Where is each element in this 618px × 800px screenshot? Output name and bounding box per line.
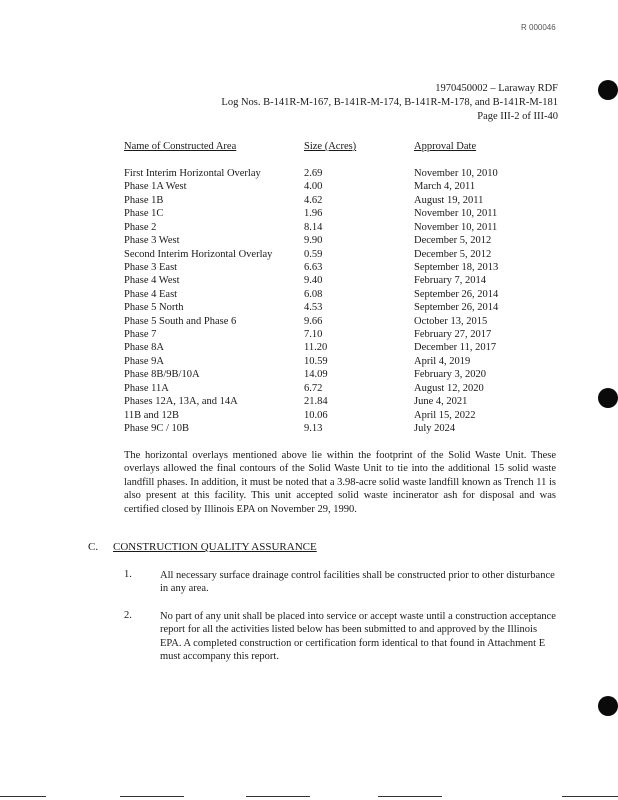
- approval-date-cell: June 4, 2021: [414, 396, 468, 408]
- table-row: [124, 195, 564, 208]
- table-row: [124, 383, 564, 396]
- table-row: [124, 369, 564, 382]
- table-row: [124, 181, 564, 194]
- area-name-cell: First Interim Horizontal Overlay: [124, 168, 261, 179]
- area-name-cell: Phase 4 West: [124, 275, 180, 287]
- area-size-cell: 14.09: [304, 369, 328, 381]
- approval-date-cell: February 7, 2014: [414, 275, 487, 287]
- header-permit-id: 1970450002 – Laraway RDF: [435, 83, 558, 94]
- approval-date-cell: March 4, 2011: [414, 181, 476, 193]
- table-row: [124, 423, 564, 436]
- column-header-name: Name of Constructed Area: [124, 141, 237, 152]
- area-name-cell: Phase 8B/9B/10A: [124, 369, 200, 381]
- approval-date-cell: December 5, 2012: [414, 248, 492, 260]
- overlay-paragraph: The horizontal overlays mentioned above lie within the footprint of the Solid Waste Unit. These overlays allowed the final contours of the Solid Waste Unit to tie into the additional 15 solid waste landfill phases. In addition, it must be noted that a 3.98-acre solid waste landfill known as Trench 11 is also present at this facility. This unit accepted solid waste incinerator ash for disposal and was certified closed by Illinois EPA on November 29, 1990.: [124, 450, 556, 515]
- approval-date-cell: July 2024: [414, 422, 456, 434]
- approval-date-cell: November 10, 2011: [414, 221, 498, 233]
- area-size-cell: 11.20: [304, 342, 328, 354]
- table-row: [124, 316, 564, 329]
- table-row: [124, 410, 564, 423]
- approval-date-cell: November 10, 2010: [414, 168, 498, 179]
- area-name-cell: 11B and 12B: [124, 409, 180, 421]
- area-name-cell: Phase 7: [124, 329, 157, 341]
- area-size-cell: 2.69: [304, 168, 323, 179]
- footer-rule: [0, 796, 46, 797]
- approval-date-cell: September 18, 2013: [414, 261, 499, 273]
- area-size-cell: 6.63: [304, 261, 323, 273]
- approval-date-cell: April 4, 2019: [414, 355, 471, 367]
- area-name-cell: Phase 11A: [124, 382, 169, 394]
- header-page-number: Page III-2 of III-40: [477, 111, 558, 122]
- area-size-cell: 7.10: [304, 329, 323, 341]
- area-size-cell: 6.08: [304, 288, 323, 300]
- punch-hole-middle: [598, 388, 618, 408]
- table-row: [124, 168, 564, 181]
- punch-hole-top: [598, 80, 618, 100]
- footer-rule: [378, 796, 442, 797]
- table-row: [124, 342, 564, 355]
- area-size-cell: 10.59: [304, 355, 328, 367]
- footer-rule: [120, 796, 184, 797]
- area-name-cell: Phase 1B: [124, 194, 164, 206]
- table-row: [124, 235, 564, 248]
- table-row: [124, 329, 564, 342]
- column-header-size: Size (Acres): [304, 141, 357, 152]
- approval-date-cell: April 15, 2022: [414, 409, 476, 421]
- area-size-cell: 8.14: [304, 221, 323, 233]
- area-size-cell: 1.96: [304, 208, 323, 220]
- approval-date-cell: November 10, 2011: [414, 208, 498, 220]
- area-name-cell: Phase 5 North: [124, 302, 184, 314]
- approval-date-cell: September 26, 2014: [414, 302, 499, 314]
- area-name-cell: Phase 8A: [124, 342, 164, 354]
- table-row: [124, 289, 564, 302]
- approval-date-cell: December 11, 2017: [414, 342, 497, 354]
- approval-date-cell: September 26, 2014: [414, 288, 499, 300]
- area-name-cell: Second Interim Horizontal Overlay: [124, 248, 273, 260]
- area-name-cell: Phase 3 West: [124, 235, 180, 247]
- item-number: 1.: [124, 569, 132, 580]
- approval-date-cell: February 27, 2017: [414, 329, 492, 341]
- table-row: [124, 396, 564, 409]
- area-name-cell: Phase 5 South and Phase 6: [124, 315, 237, 327]
- header-log-numbers: Log Nos. B-141R-M-167, B-141R-M-174, B-141R-M-178, and B-141R-M-181: [221, 97, 558, 108]
- area-size-cell: 9.40: [304, 275, 323, 287]
- section-title: CONSTRUCTION QUALITY ASSURANCE: [113, 541, 317, 553]
- area-size-cell: 4.00: [304, 181, 323, 193]
- section-letter: C.: [88, 541, 99, 553]
- footer-rule: [246, 796, 310, 797]
- area-size-cell: 4.53: [304, 302, 323, 314]
- table-row: [124, 222, 564, 235]
- footer-rule: [562, 796, 618, 797]
- approval-date-cell: October 13, 2015: [414, 315, 488, 327]
- punch-hole-bottom: [598, 696, 618, 716]
- approval-date-cell: February 3, 2020: [414, 369, 487, 381]
- table-row: [124, 356, 564, 369]
- item-text: No part of any unit shall be placed into service or accept waste until a construction acceptance report for all the activities listed below has been submitted to and approved by the Illinois EPA. A completed construction or certification form identical to that found in Attachment E must accompany this report.: [160, 611, 556, 663]
- area-size-cell: 21.84: [304, 396, 328, 408]
- area-size-cell: 4.62: [304, 194, 323, 206]
- column-header-date: Approval Date: [414, 141, 477, 152]
- area-size-cell: 6.72: [304, 382, 323, 394]
- area-size-cell: 9.13: [304, 422, 323, 434]
- document-stamp: R 000046: [521, 23, 556, 32]
- item-number: 2.: [124, 610, 132, 621]
- area-size-cell: 10.06: [304, 409, 328, 421]
- approval-date-cell: August 12, 2020: [414, 382, 484, 394]
- area-name-cell: Phase 4 East: [124, 288, 178, 300]
- area-size-cell: 9.90: [304, 235, 323, 247]
- table-row: [124, 262, 564, 275]
- area-size-cell: 0.59: [304, 248, 323, 260]
- approval-date-cell: August 19, 2011: [414, 194, 484, 206]
- table-row: [124, 208, 564, 221]
- table-row: [124, 302, 564, 315]
- table-row: [124, 249, 564, 262]
- table-row: [124, 275, 564, 288]
- area-name-cell: Phase 1A West: [124, 181, 187, 193]
- area-size-cell: 9.66: [304, 315, 323, 327]
- area-name-cell: Phase 9C / 10B: [124, 422, 190, 434]
- area-name-cell: Phase 1C: [124, 208, 164, 220]
- area-name-cell: Phase 2: [124, 221, 157, 233]
- area-name-cell: Phases 12A, 13A, and 14A: [124, 396, 238, 408]
- area-name-cell: Phase 9A: [124, 355, 164, 367]
- area-name-cell: Phase 3 East: [124, 261, 178, 273]
- approval-date-cell: December 5, 2012: [414, 235, 492, 247]
- item-text: All necessary surface drainage control facilities shall be constructed prior to other disturbance in any area.: [160, 570, 555, 595]
